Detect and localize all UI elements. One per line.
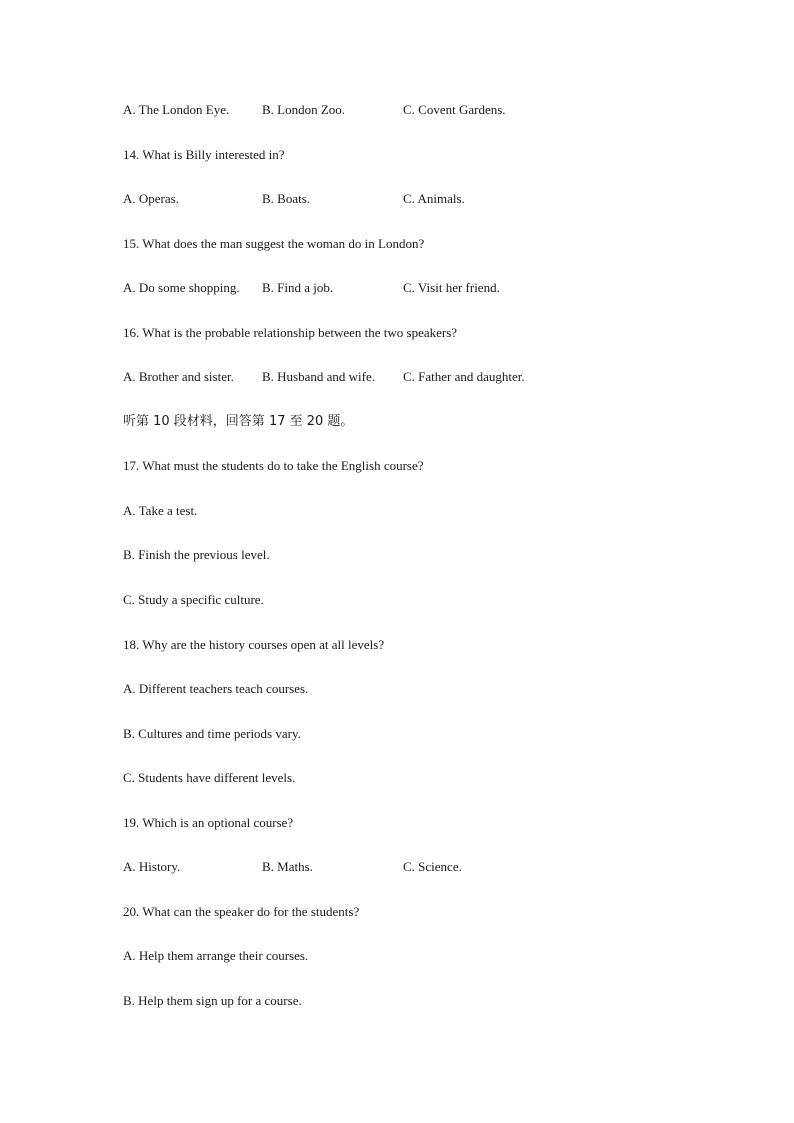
q13-option-c: C. Covent Gardens. xyxy=(403,102,506,117)
q14-question: 14. What is Billy interested in? xyxy=(123,147,285,162)
q15-question: 15. What does the man suggest the woman do in London? xyxy=(123,236,425,251)
q16-question: 16. What is the probable relationship between the two speakers? xyxy=(123,325,458,340)
q15-option-b: B. Find a job. xyxy=(262,280,334,295)
q19-option-c: C. Science. xyxy=(403,859,462,874)
q20-question: 20. What can the speaker do for the students? xyxy=(123,904,360,919)
q15-option-c: C. Visit her friend. xyxy=(403,280,500,295)
q16-option-c: C. Father and daughter. xyxy=(403,369,525,384)
q14-option-c: C. Animals. xyxy=(403,191,465,206)
q18-question: 18. Why are the history courses open at all levels? xyxy=(123,637,385,652)
section-instruction: 听第 10 段材料，回答第 17 至 20 题。 xyxy=(123,414,354,429)
q16-option-b: B. Husband and wife. xyxy=(262,369,376,384)
q18-option-b: B. Cultures and time periods vary. xyxy=(123,726,301,741)
q19-option-b: B. Maths. xyxy=(262,859,313,874)
q19-option-a: A. History. xyxy=(123,859,181,874)
q14-option-b: B. Boats. xyxy=(262,191,311,206)
q17-option-b: B. Finish the previous level. xyxy=(123,547,270,562)
q15-option-a: A. Do some shopping. xyxy=(123,280,240,295)
q13-option-b: B. London Zoo. xyxy=(262,102,346,117)
q20-option-a: A. Help them arrange their courses. xyxy=(123,948,309,963)
q17-option-a: A. Take a test. xyxy=(123,503,198,518)
q14-option-a: A. Operas. xyxy=(123,191,179,206)
q17-question: 17. What must the students do to take the English course? xyxy=(123,458,424,473)
q18-option-a: A. Different teachers teach courses. xyxy=(123,681,309,696)
q17-option-c: C. Study a specific culture. xyxy=(123,592,264,607)
q13-option-a: A. The London Eye. xyxy=(123,102,230,117)
q18-option-c: C. Students have different levels. xyxy=(123,770,296,785)
q16-option-a: A. Brother and sister. xyxy=(123,369,234,384)
q20-option-b: B. Help them sign up for a course. xyxy=(123,993,302,1008)
q19-question: 19. Which is an optional course? xyxy=(123,815,294,830)
